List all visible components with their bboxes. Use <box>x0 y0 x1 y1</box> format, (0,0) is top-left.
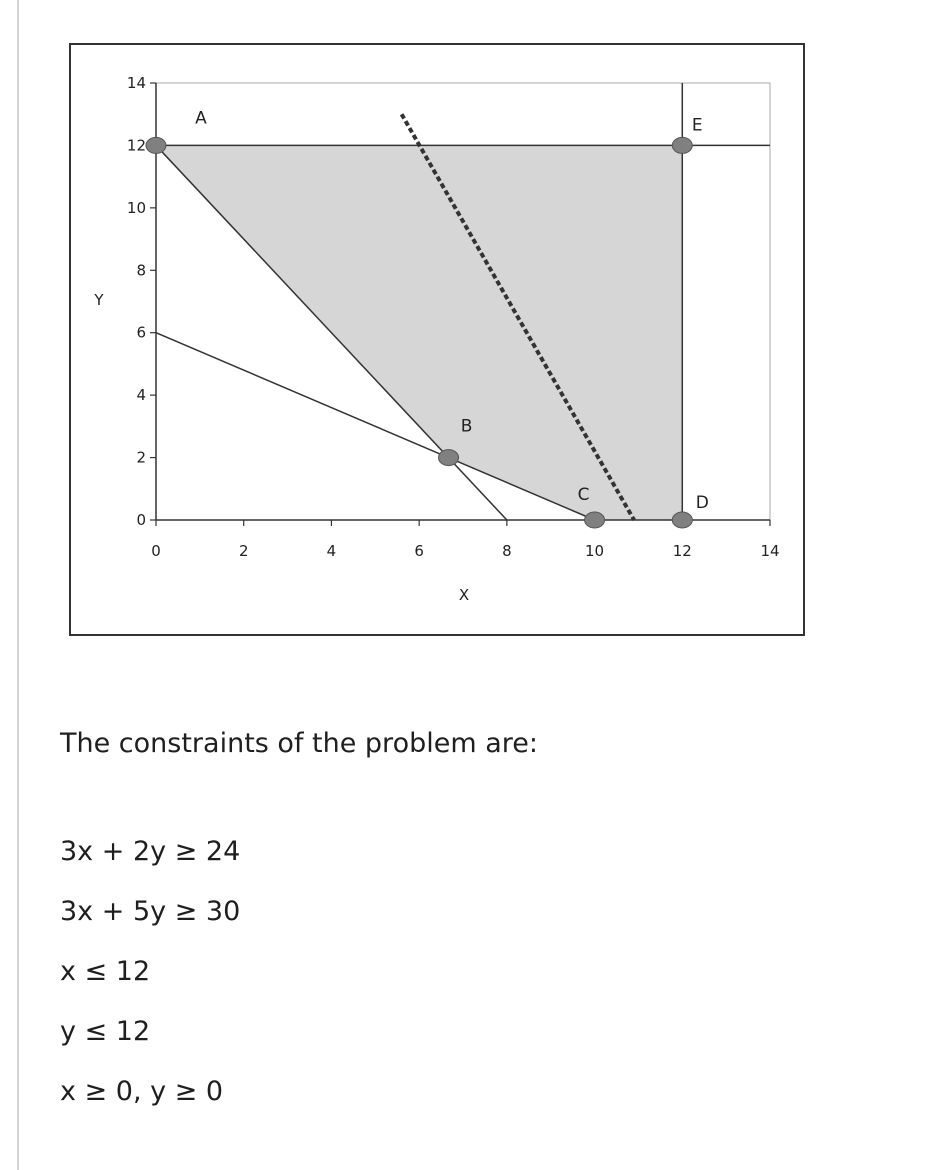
x-tick-label-10: 10 <box>585 542 605 560</box>
y-tick-label-12: 12 <box>126 136 146 155</box>
point-marker-d <box>672 512 692 528</box>
point-label-d: D <box>695 493 709 513</box>
point-label-b: B <box>460 416 473 437</box>
x-tick-label-4: 4 <box>326 542 337 560</box>
point-marker-c <box>585 512 605 528</box>
x-tick-label-12: 12 <box>672 542 692 560</box>
x-tick-label-14: 14 <box>760 542 780 560</box>
y-tick-label-2: 2 <box>136 448 146 467</box>
point-marker-b <box>439 450 459 466</box>
point-marker-e <box>672 137 692 153</box>
x-tick-label-0: 0 <box>151 542 161 560</box>
y-tick-label-4: 4 <box>136 386 146 405</box>
constraints-list <box>60 837 538 1137</box>
x-tick-label-2: 2 <box>238 542 249 560</box>
constraint-4: y ≤ 12 <box>60 1016 151 1047</box>
constraints-intro: The constraints of the problem are: <box>60 728 538 759</box>
x-tick-label-6: 6 <box>414 542 424 560</box>
y-tick-label-8: 8 <box>136 261 146 280</box>
point-label-a: A <box>195 108 207 129</box>
x-axis-label: X <box>458 586 470 604</box>
y-tick-label-0: 0 <box>136 511 146 529</box>
point-label-e: E <box>691 115 703 136</box>
y-axis-label: Y <box>94 291 104 309</box>
y-tick-label-10: 10 <box>126 198 146 217</box>
point-marker-a <box>146 137 166 153</box>
constraint-5: x ≥ 0, y ≥ 0 <box>60 1076 224 1107</box>
point-label-c: C <box>577 485 590 505</box>
constraint-3: x ≤ 12 <box>60 956 151 987</box>
constraint-1: 3x + 2y ≥ 24 <box>60 836 241 867</box>
y-tick-label-14: 14 <box>126 74 146 92</box>
constraint-2: 3x + 5y ≥ 30 <box>60 896 241 927</box>
y-tick-label-6: 6 <box>136 323 146 342</box>
x-tick-label-8: 8 <box>502 542 512 560</box>
problem-text <box>60 728 538 1137</box>
